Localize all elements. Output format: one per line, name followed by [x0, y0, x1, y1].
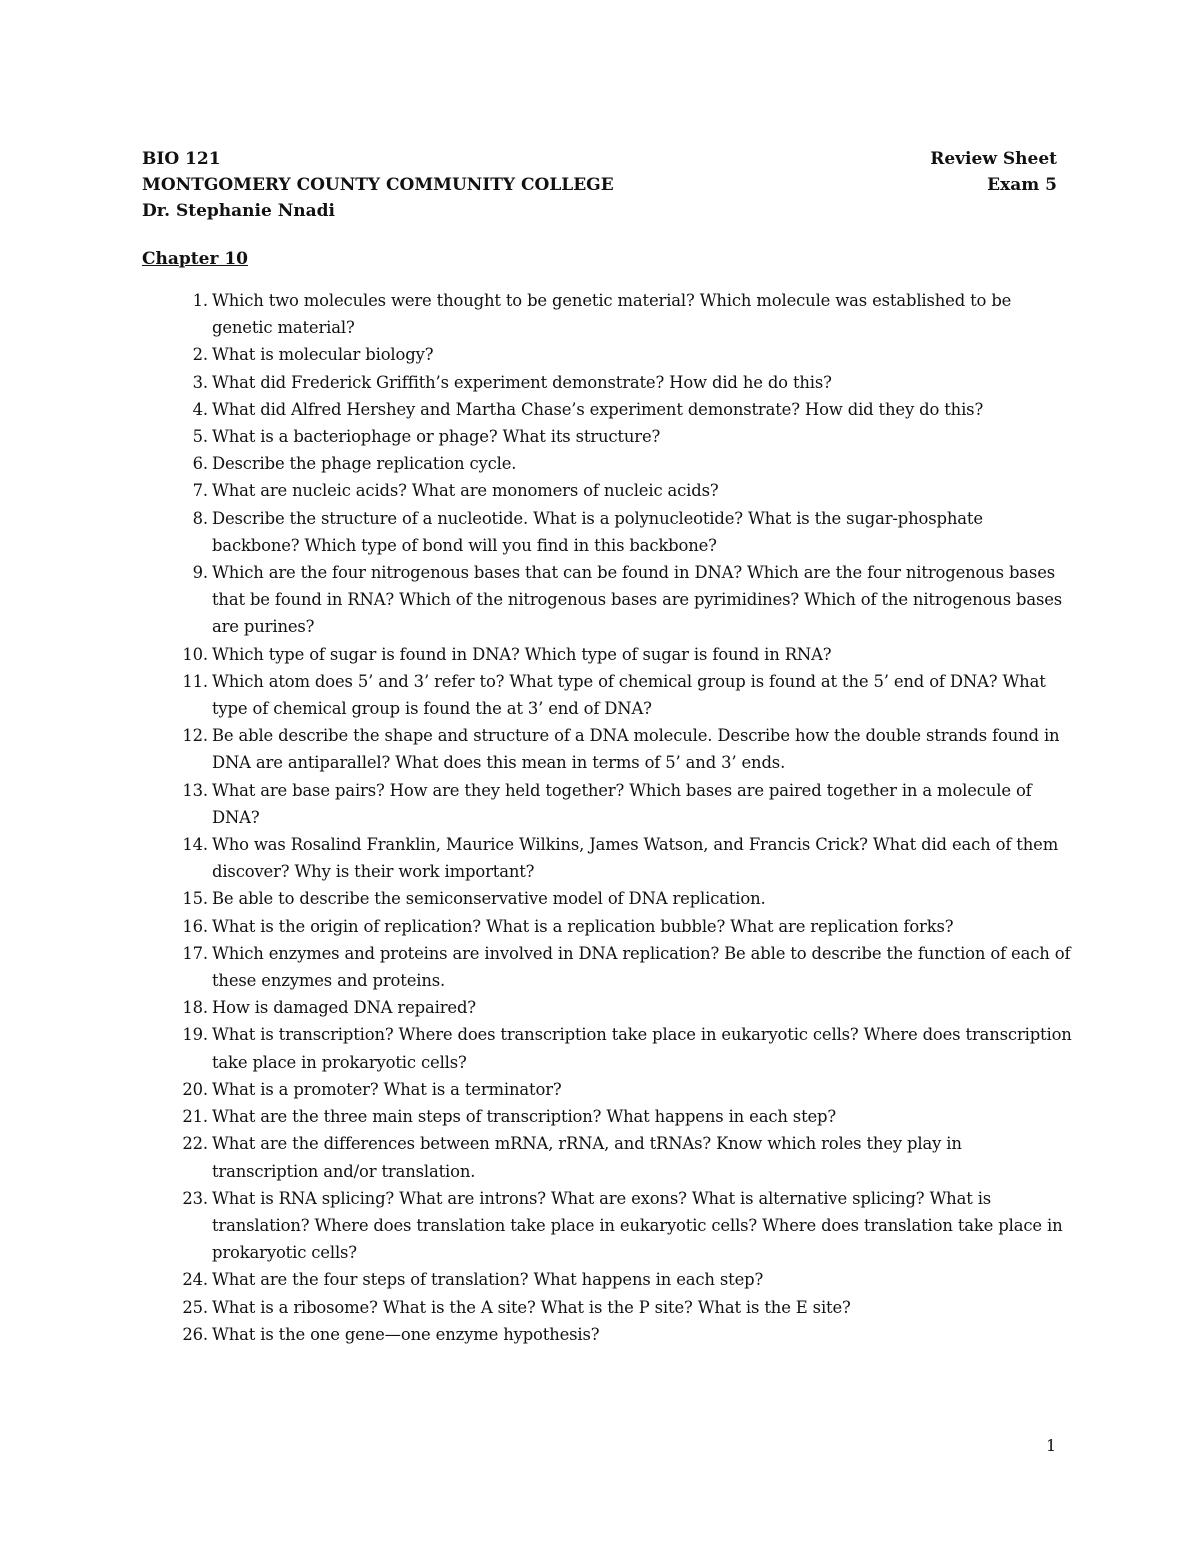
question-item	[142, 994, 1072, 1021]
exam-label: Exam 5	[987, 175, 1057, 195]
question-text: What is a promoter? What is a terminator?	[212, 1079, 562, 1099]
question-item	[142, 913, 1072, 940]
question-number: 8.	[192, 508, 208, 528]
question-item	[142, 341, 1072, 368]
question-number: 17.	[182, 943, 208, 963]
question-text: What is molecular biology?	[212, 345, 434, 365]
question-text: What is RNA splicing? What are introns? What are exons? What is alternative splicing? What is translation? Where does translation take place in eukaryotic cells? Where does translation take place in prokaryotic cells?	[212, 1188, 1063, 1263]
question-item	[142, 722, 1072, 776]
question-item	[142, 1076, 1072, 1103]
question-text: What did Alfred Hershey and Martha Chase’s experiment demonstrate? How did they do this?	[212, 399, 984, 419]
header-row-2	[142, 172, 1057, 198]
question-number: 16.	[182, 916, 208, 936]
question-text: What is a bacteriophage or phage? What its structure?	[212, 427, 661, 447]
college-name: MONTGOMERY COUNTY COMMUNITY COLLEGE	[142, 175, 614, 195]
question-item	[142, 450, 1072, 477]
question-item	[142, 1021, 1072, 1075]
question-item	[142, 1103, 1072, 1130]
question-item	[142, 1185, 1072, 1267]
question-text: What are base pairs? How are they held together? Which bases are paired together in a molecule of DNA?	[212, 780, 1032, 827]
question-number: 6.	[192, 454, 208, 474]
question-text: What is the one gene—one enzyme hypothesis?	[212, 1324, 600, 1344]
question-item	[142, 885, 1072, 912]
question-text: Describe the phage replication cycle.	[212, 454, 517, 474]
question-text: Describe the structure of a nucleotide. What is a polynucleotide? What is the sugar-phosphate backbone? Which type of bond will you find in this backbone?	[212, 508, 983, 555]
page-number: 1	[1046, 1436, 1057, 1455]
question-number: 14.	[182, 835, 208, 855]
question-number: 2.	[192, 345, 208, 365]
header-row-1	[142, 146, 1057, 172]
question-text: Which two molecules were thought to be genetic material? Which molecule was established to be genetic material?	[212, 291, 1012, 338]
question-text: What is transcription? Where does transcription take place in eukaryotic cells? Where does transcription take place in prokaryotic cells?	[212, 1025, 1072, 1072]
question-number: 1.	[192, 291, 208, 310]
question-text: What are nucleic acids? What are monomers of nucleic acids?	[212, 481, 719, 501]
question-item	[142, 559, 1072, 641]
question-item	[142, 777, 1072, 831]
question-number: 20.	[182, 1079, 208, 1099]
question-item	[142, 668, 1072, 722]
question-item	[142, 505, 1072, 559]
question-item	[142, 641, 1072, 668]
question-number: 19.	[182, 1025, 208, 1045]
question-text: What are the four steps of translation? What happens in each step?	[212, 1270, 764, 1290]
question-text: Be able to describe the semiconservative model of DNA replication.	[212, 889, 766, 909]
question-number: 23.	[182, 1188, 208, 1208]
question-item	[142, 1130, 1072, 1184]
question-number: 10.	[182, 644, 208, 664]
question-number: 15.	[182, 889, 208, 909]
question-number: 18.	[182, 998, 208, 1018]
question-item	[142, 369, 1072, 396]
question-text: How is damaged DNA repaired?	[212, 998, 476, 1018]
question-text: Which are the four nitrogenous bases that can be found in DNA? Which are the four nitrogenous bases that be found in RNA? Which of the nitrogenous bases are pyrimidines? Which of the nitrogenous bases are purines?	[212, 563, 1063, 637]
question-text: Which enzymes and proteins are involved in DNA replication? Be able to describe the function of each of these enzymes and proteins.	[212, 943, 1071, 991]
question-text: What did Frederick Griffith’s experiment demonstrate? How did he do this?	[212, 372, 832, 392]
course-code: BIO 121	[142, 149, 221, 169]
question-item	[142, 831, 1072, 885]
question-number: 21.	[182, 1107, 208, 1127]
question-list	[142, 287, 1072, 1348]
header-row-3	[142, 198, 1057, 224]
question-number: 24.	[182, 1270, 208, 1290]
question-number: 26.	[182, 1324, 208, 1344]
question-number: 25.	[182, 1297, 208, 1317]
question-number: 7.	[192, 481, 208, 501]
question-number: 5.	[192, 427, 208, 447]
question-item	[142, 396, 1072, 423]
question-text: What are the differences between mRNA, rRNA, and tRNAs? Know which roles they play in transcription and/or translation.	[212, 1134, 962, 1181]
instructor-name: Dr. Stephanie Nnadi	[142, 201, 335, 221]
question-number: 9.	[192, 563, 208, 583]
question-text: Who was Rosalind Franklin, Maurice Wilkins, James Watson, and Francis Crick? What did each of them discover? Why is their work important?	[212, 835, 1059, 882]
question-number: 3.	[192, 372, 208, 392]
question-text: Which type of sugar is found in DNA? Which type of sugar is found in RNA?	[212, 644, 832, 664]
question-item	[142, 1266, 1072, 1293]
section-title: Chapter 10	[142, 249, 248, 269]
question-number: 11.	[182, 671, 208, 691]
question-number: 13.	[182, 780, 208, 800]
document-type: Review Sheet	[930, 149, 1057, 169]
document-header	[142, 146, 1057, 224]
question-text: What is a ribosome? What is the A site? What is the P site? What is the E site?	[212, 1297, 851, 1317]
question-item	[142, 1294, 1072, 1321]
question-item	[142, 940, 1072, 994]
question-item	[142, 477, 1072, 504]
question-item	[142, 287, 1072, 341]
question-item	[142, 423, 1072, 450]
question-number: 12.	[182, 726, 208, 746]
question-number: 22.	[182, 1134, 208, 1154]
question-text: What are the three main steps of transcription? What happens in each step?	[212, 1107, 837, 1127]
question-item	[142, 1321, 1072, 1348]
question-text: Which atom does 5’ and 3’ refer to? What type of chemical group is found at the 5’ end of DNA? What type of chemical group is found the at 3’ end of DNA?	[212, 671, 1046, 719]
question-text: Be able describe the shape and structure of a DNA molecule. Describe how the double strands found in DNA are antiparallel? What does this mean in terms of 5’ and 3’ ends.	[212, 726, 1060, 773]
question-text: What is the origin of replication? What is a replication bubble? What are replication forks?	[212, 916, 954, 936]
question-number: 4.	[192, 399, 208, 419]
